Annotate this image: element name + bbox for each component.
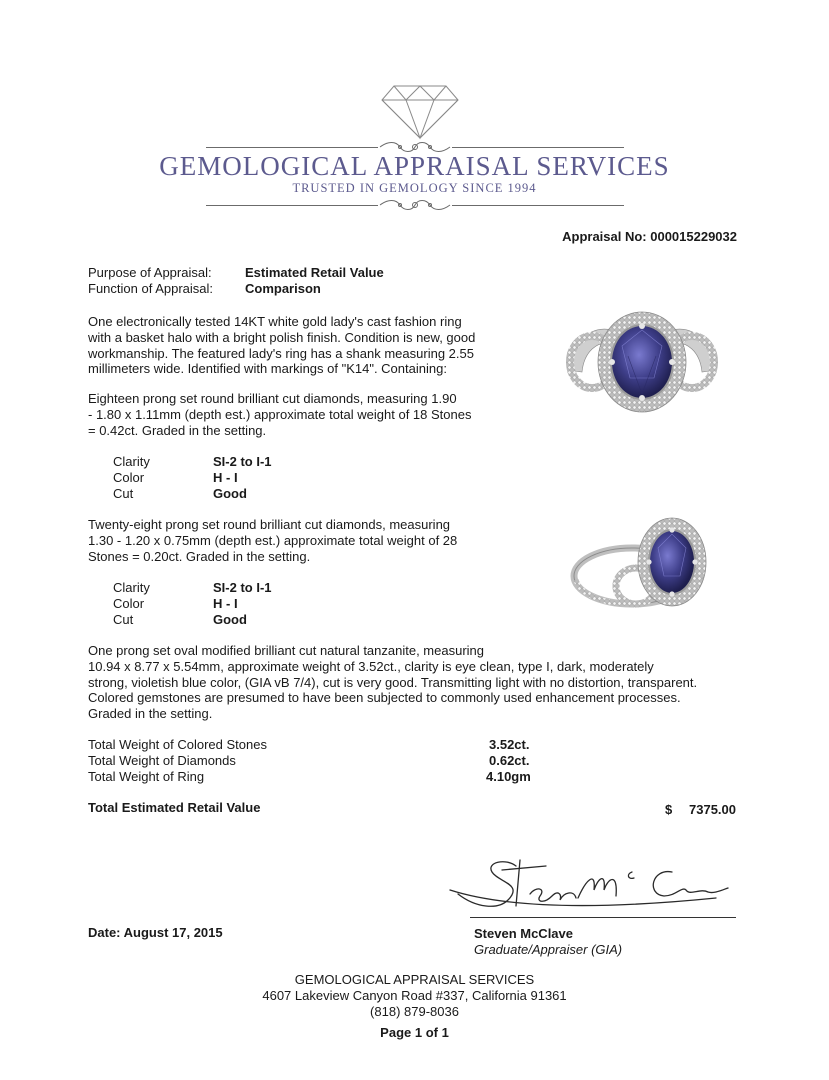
header-rule-bottom-left (206, 205, 378, 206)
description-line: One prong set oval modified brilliant cut natural tanzanite, measuring (88, 643, 484, 658)
spec-value-color: H - I (213, 470, 238, 485)
description-line: Graded in the setting. (88, 706, 213, 722)
description-line: Twenty-eight prong set round brilliant cut diamonds, measuring (88, 517, 451, 532)
spec-label-clarity: Clarity (113, 454, 150, 469)
description-line: 10.94 x 8.77 x 5.54mm, approximate weight of 3.52ct., clarity is eye clean, type I, dark, moderately (88, 658, 654, 674)
retail-value-label: Total Estimated Retail Value (88, 800, 261, 815)
description-line: One electronically tested 14KT white gold lady's cast fashion ring (88, 314, 462, 329)
tanzanite-description (88, 643, 738, 722)
footer-company: GEMOLOGICAL APPRAISAL SERVICES (294, 972, 535, 987)
ring-description (88, 314, 508, 377)
function-label: Function of Appraisal: (88, 281, 214, 296)
diamond-logo-icon (380, 84, 460, 140)
total-label-colored-stones: Total Weight of Colored Stones (88, 737, 267, 752)
total-value-colored-stones: 3.52ct. (489, 737, 530, 752)
ring-photo-side-view (562, 506, 722, 631)
appraisal-date: Date: August 17, 2015 (88, 925, 223, 940)
header-rule-top-left (206, 147, 378, 148)
footer-phone: (818) 879-8036 (370, 1004, 459, 1019)
purpose-label: Purpose of Appraisal: (88, 265, 212, 280)
retail-value: 7375.00 (689, 802, 736, 817)
spec-label-cut: Cut (113, 612, 134, 627)
spec-value-cut: Good (213, 486, 247, 501)
total-label-diamonds: Total Weight of Diamonds (88, 753, 236, 768)
retail-currency: $ (665, 802, 673, 817)
page-number: Page 1 of 1 (380, 1025, 449, 1040)
signature-line (470, 917, 736, 918)
ring-photo-top-view (562, 300, 722, 425)
spec-value-clarity: SI-2 to I-1 (213, 580, 272, 595)
header-rule-bottom-right (452, 205, 624, 206)
description-line: Eighteen prong set round brilliant cut diamonds, measuring 1.90 (88, 391, 457, 406)
description-line: = 0.42ct. Graded in the setting. (88, 422, 267, 438)
appraisal-number: Appraisal No: 000015229032 (562, 229, 737, 244)
header-rule-top-right (452, 147, 624, 148)
description-line: 1.30 - 1.20 x 0.75mm (depth est.) approximate total weight of 28 (88, 532, 458, 548)
footer-address: 4607 Lakeview Canyon Road #337, California 91361 (262, 988, 567, 1003)
signer-name: Steven McClave (474, 926, 573, 941)
company-title: GEMOLOGICAL APPRAISAL SERVICES (159, 151, 670, 181)
purpose-value: Estimated Retail Value (245, 265, 384, 280)
total-label-ring: Total Weight of Ring (88, 769, 205, 784)
signer-title: Graduate/Appraiser (GIA) (474, 942, 623, 957)
diamonds-2-description (88, 517, 508, 564)
description-line: workmanship. The featured lady's ring has a shank measuring 2.55 (88, 345, 474, 361)
spec-label-clarity: Clarity (113, 580, 150, 595)
description-line: Colored gemstones are presumed to have been subjected to commonly used enhancement processes. (88, 690, 681, 706)
signature-image (446, 850, 736, 918)
spec-value-clarity: SI-2 to I-1 (213, 454, 272, 469)
function-value: Comparison (245, 281, 321, 296)
description-line: with a basket halo with a bright polish finish. Condition is new, good (88, 329, 476, 345)
flourish-ornament-icon (378, 198, 452, 212)
footer (0, 972, 829, 1041)
description-line: Stones = 0.20ct. Graded in the setting. (88, 548, 311, 564)
company-subtitle: TRUSTED IN GEMOLOGY SINCE 1994 (292, 181, 537, 195)
description-line: strong, violetish blue color, (GIA vB 7/4), cut is very good. Transmitting light with no distortion, transparent. (88, 674, 698, 690)
spec-label-cut: Cut (113, 486, 134, 501)
description-line: millimeters wide. Identified with markings of "K14". Containing: (88, 361, 447, 377)
spec-value-cut: Good (213, 612, 247, 627)
spec-label-color: Color (113, 596, 145, 611)
spec-value-color: H - I (213, 596, 238, 611)
description-line: - 1.80 x 1.11mm (depth est.) approximate total weight of 18 Stones (88, 406, 472, 422)
total-value-diamonds: 0.62ct. (489, 753, 530, 768)
diamonds-1-description (88, 391, 508, 438)
total-value-ring: 4.10gm (486, 769, 531, 784)
spec-label-color: Color (113, 470, 145, 485)
